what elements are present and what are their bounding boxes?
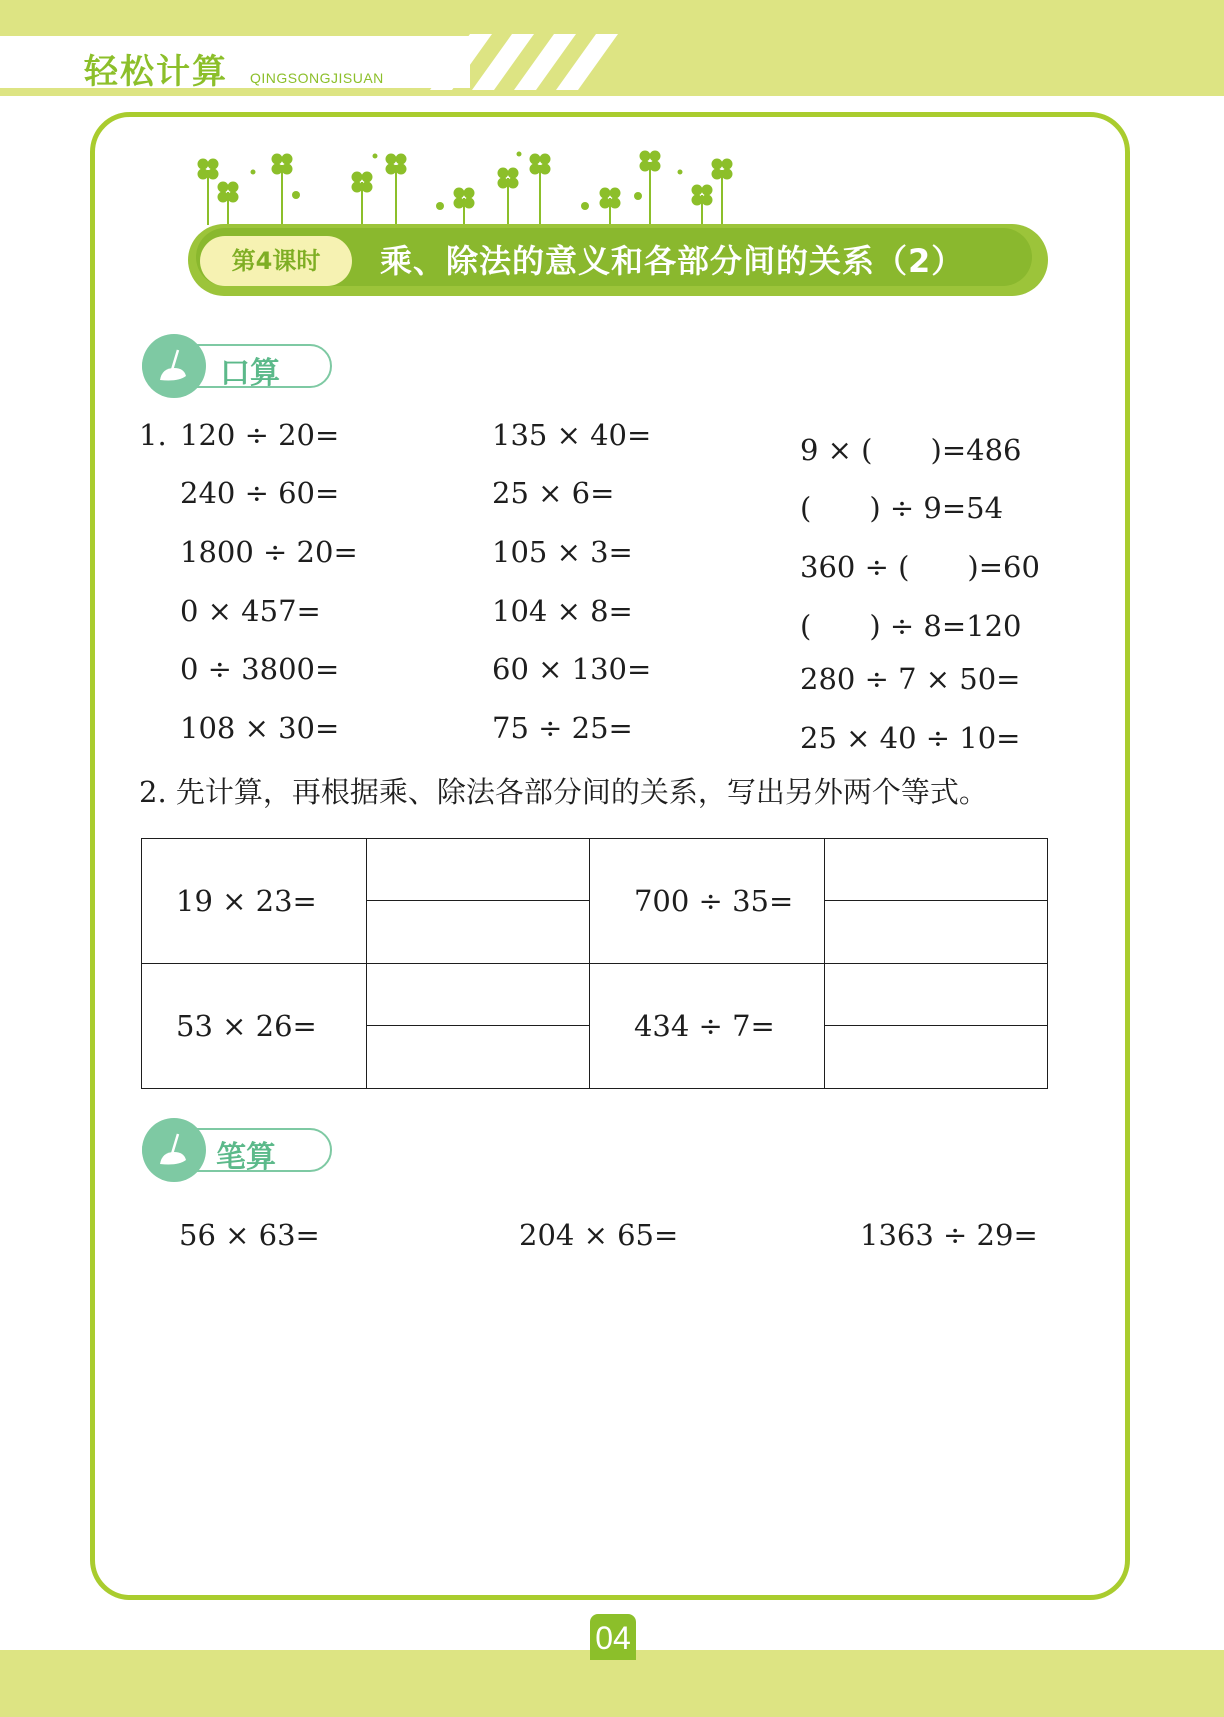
answer-cell[interactable] [824,964,1047,1089]
written-calc-item: 56 × 63= [179,1218,320,1252]
written-calc-item: 204 × 65= [519,1218,679,1252]
exercise-1-number: 1. [139,418,167,452]
table-equation-cell: 700 ÷ 35= [589,839,824,964]
pen-hand-icon [156,346,196,386]
ex1-col1-item: 0 × 457= [180,594,321,628]
ex1-col1-item: 120 ÷ 20= [180,418,340,452]
answer-line[interactable] [367,839,589,901]
ex1-col1-item: 108 × 30= [180,711,340,745]
ex1-col3-item: 360 ÷ ( )=60 [800,550,1040,584]
answer-line[interactable] [825,1026,1047,1088]
exercise-2-instruction: 2. 先计算，再根据乘、除法各部分间的关系，写出另外两个等式。 [139,775,988,809]
footer-band [0,1650,1224,1717]
table-equation-cell: 53 × 26= [142,964,367,1089]
table-row [142,839,1048,964]
ex1-col2-item: 104 × 8= [492,594,633,628]
answer-line[interactable] [825,901,1047,963]
ex1-col3-item: 9 × ( )=486 [800,433,1022,467]
written-section-title: 笔算 [216,1140,276,1175]
pen-hand-icon [156,1130,196,1170]
table-equation-cell: 19 × 23= [142,839,367,964]
answer-line[interactable] [367,1026,589,1088]
ex1-col2-item: 60 × 130= [492,652,652,686]
ex1-col2-item: 75 ÷ 25= [492,711,633,745]
page-number: 04 [590,1614,636,1660]
lesson-title: 乘、除法的意义和各部分间的关系（2） [380,242,965,280]
lesson-tag: 第4课时 [200,236,352,286]
ex1-col3-item: ( ) ÷ 9=54 [800,491,1004,525]
written-calc-item: 1363 ÷ 29= [860,1218,1038,1252]
relations-table [141,838,1048,1089]
ex1-col2-item: 25 × 6= [492,476,615,510]
answer-line[interactable] [367,901,589,963]
ex1-col1-item: 240 ÷ 60= [180,476,340,510]
clover-decoration [190,150,750,230]
ex1-col2-item: 105 × 3= [492,535,633,569]
answer-line[interactable] [367,964,589,1026]
answer-line[interactable] [825,839,1047,901]
ex1-col3-item: 25 × 40 ÷ 10= [800,721,1021,755]
oral-section-title: 口算 [220,356,280,391]
ex1-col1-item: 0 ÷ 3800= [180,652,340,686]
series-title: 轻松计算 [84,52,228,92]
answer-cell[interactable] [366,964,589,1089]
answer-cell[interactable] [824,839,1047,964]
ex1-col2-item: 135 × 40= [492,418,652,452]
answer-line[interactable] [825,964,1047,1026]
series-pinyin: QINGSONGJISUAN [250,70,384,86]
table-row [142,964,1048,1089]
header-stripes-decor [400,34,640,90]
table-equation-cell: 434 ÷ 7= [589,964,824,1089]
ex1-col3-item: 280 ÷ 7 × 50= [800,662,1021,696]
ex1-col3-item: ( ) ÷ 8=120 [800,609,1022,643]
answer-cell[interactable] [366,839,589,964]
ex1-col1-item: 1800 ÷ 20= [180,535,358,569]
